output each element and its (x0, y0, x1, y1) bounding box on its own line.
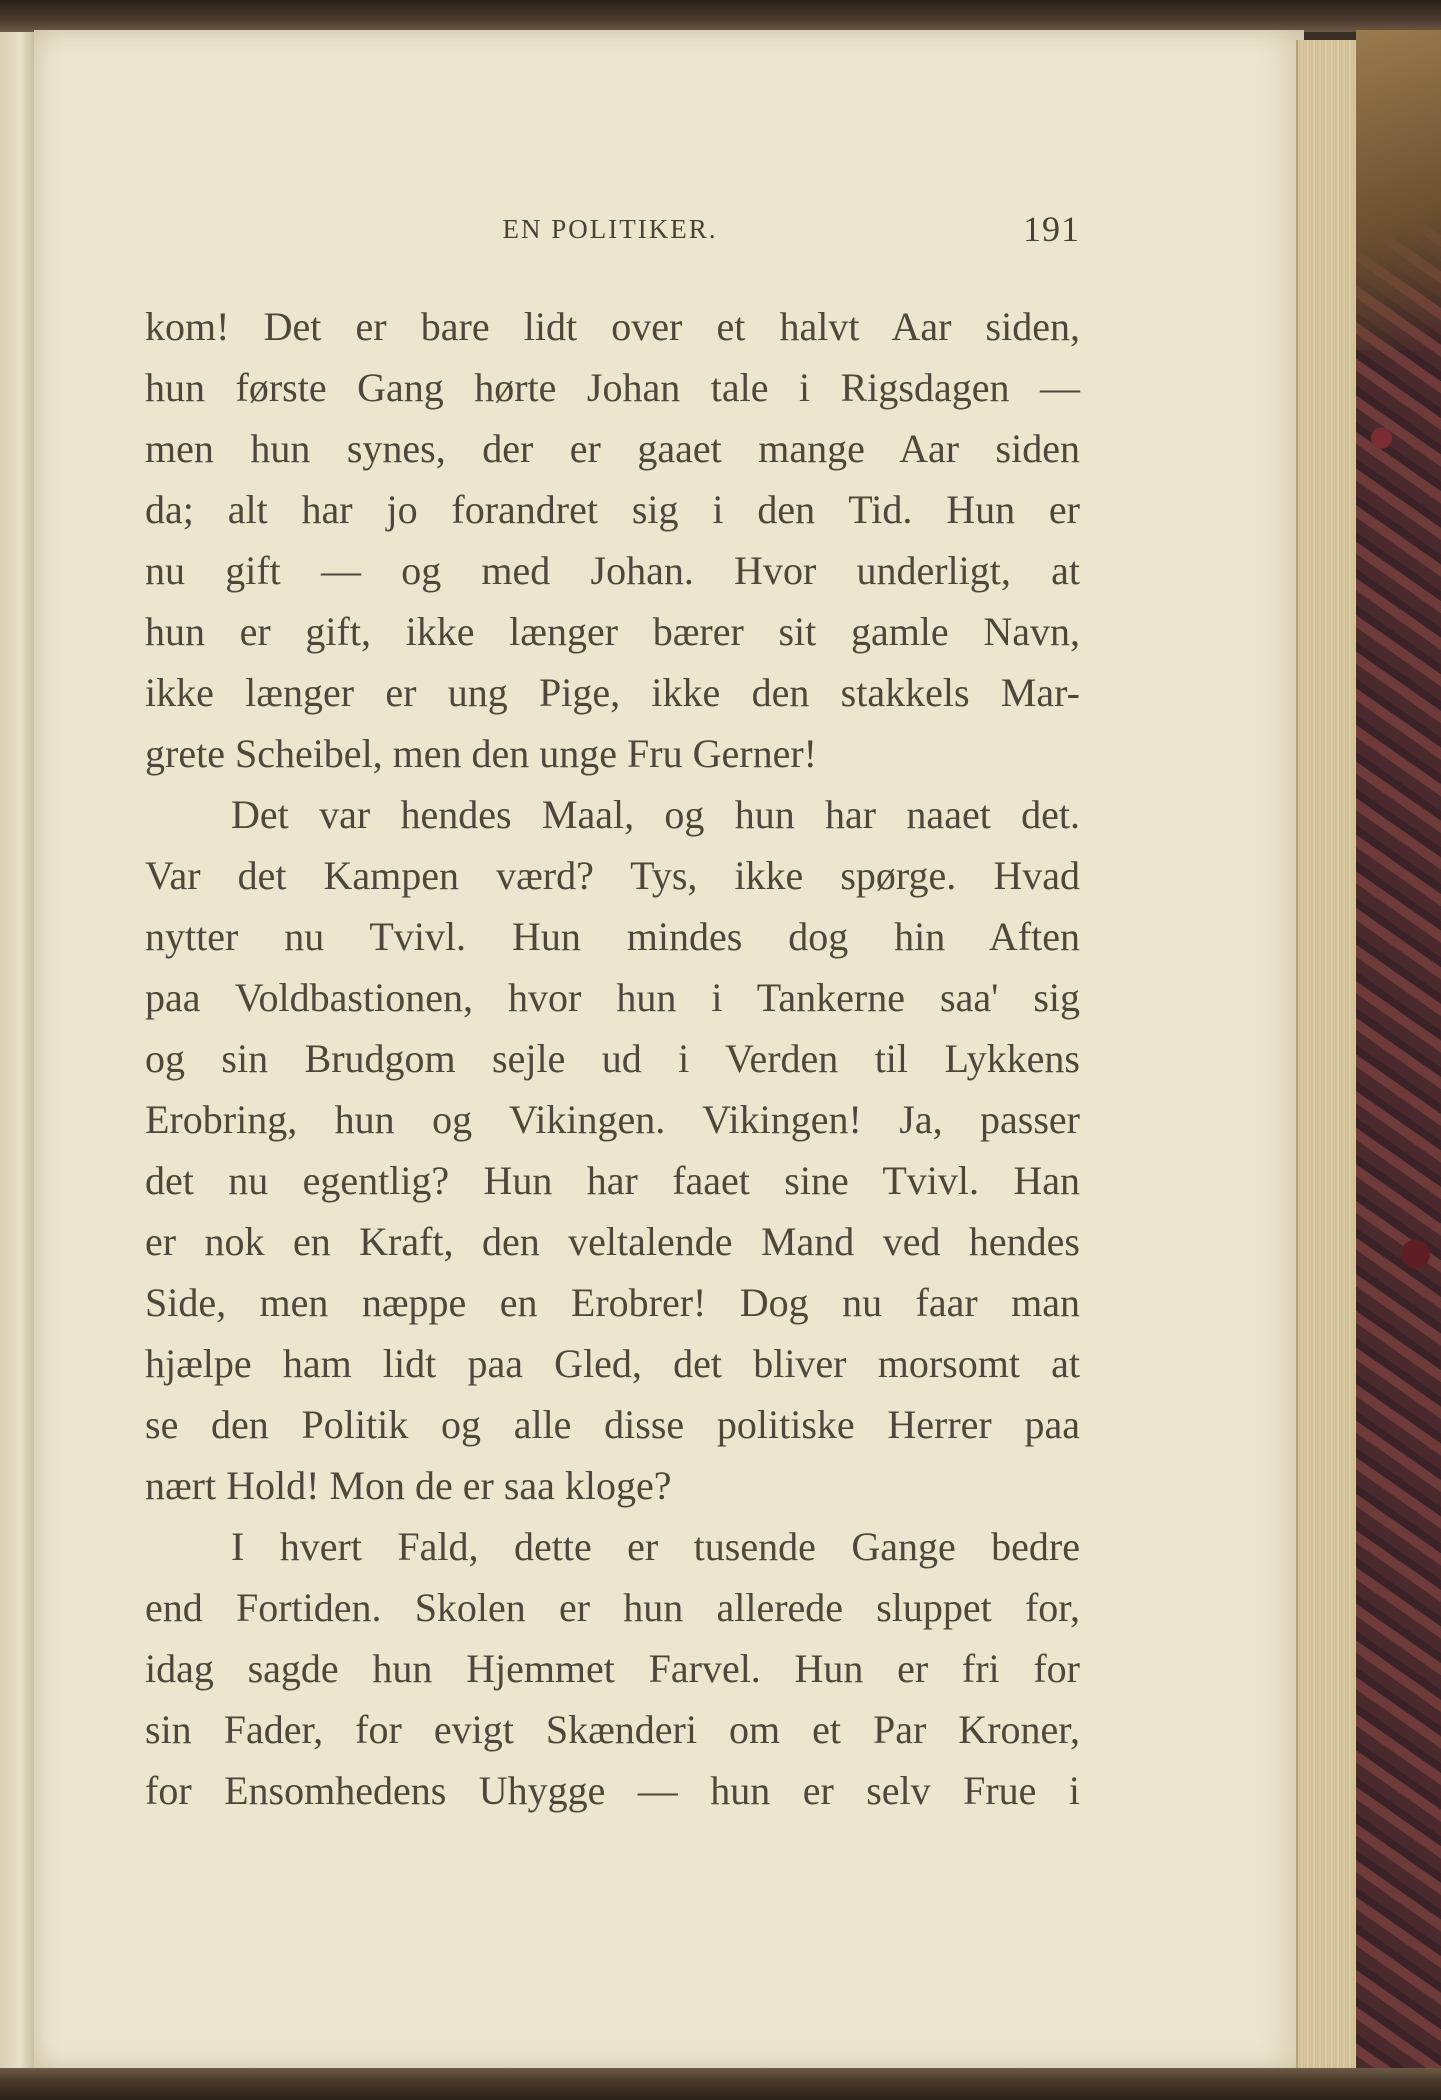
text-line: Side, men næppe en Erobrer! Dog nu faar man (145, 1280, 1080, 1325)
text-line: Erobring, hun og Vikingen. Vikingen! Ja, passer (145, 1097, 1080, 1142)
book-binding-top (0, 0, 1441, 32)
text-line: idag sagde hun Hjemmet Farvel. Hun er fri for (145, 1646, 1080, 1691)
text-line: er nok en Kraft, den veltalende Mand ved hendes (145, 1219, 1080, 1264)
text-line: I hvert Fald, dette er tusende Gange bedre (231, 1524, 1080, 1569)
text-line: hun første Gang hørte Johan tale i Rigsdagen — (145, 365, 1080, 410)
text-line: hjælpe ham lidt paa Gled, det bliver morsomt at (145, 1341, 1080, 1386)
text-line: det nu egentlig? Hun har faaet sine Tvivl. Han (145, 1158, 1080, 1203)
page-leaf-edges (1296, 40, 1358, 2070)
leather-corner (1356, 30, 1441, 350)
text-line: grete Scheibel, men den unge Fru Gerner! (145, 731, 817, 776)
text-line: ikke længer er ung Pige, ikke den stakkels Mar- (145, 670, 1080, 715)
book-binding-bottom (0, 2068, 1441, 2100)
text-line: paa Voldbastionen, hvor hun i Tankerne saa' sig (145, 975, 1080, 1020)
text-line: sin Fader, for evigt Skænderi om et Par Kroner, (145, 1707, 1080, 1752)
text-line: for Ensomhedens Uhygge — hun er selv Frue i (145, 1768, 1080, 1813)
page-number: 191 (1023, 209, 1080, 249)
text-line: Det var hendes Maal, og hun har naaet det. (231, 792, 1080, 837)
text-line: hun er gift, ikke længer bærer sit gamle Navn, (145, 609, 1080, 654)
text-line: nytter nu Tvivl. Hun mindes dog hin Aften (145, 914, 1080, 959)
text-line: nært Hold! Mon de er saa kloge? (145, 1463, 672, 1508)
facing-page-edge (0, 32, 34, 2068)
running-head (140, 209, 1080, 254)
text-line: og sin Brudgom sejle ud i Verden til Lykkens (145, 1036, 1080, 1081)
text-line: Var det Kampen værd? Tys, ikke spørge. Hvad (145, 853, 1080, 898)
running-title: EN POLITIKER. (502, 214, 718, 244)
text-line: se den Politik og alle disse politiske Herrer paa (145, 1402, 1080, 1447)
text-line: nu gift — og med Johan. Hvor underligt, at (145, 548, 1080, 593)
text-line: end Fortiden. Skolen er hun allerede sluppet for, (145, 1585, 1080, 1630)
body-text (145, 296, 1080, 1821)
text-line: da; alt har jo forandret sig i den Tid. Hun er (145, 487, 1080, 532)
text-line: men hun synes, der er gaaet mange Aar siden (145, 426, 1080, 471)
text-line: kom! Det er bare lidt over et halvt Aar siden, (145, 304, 1080, 349)
